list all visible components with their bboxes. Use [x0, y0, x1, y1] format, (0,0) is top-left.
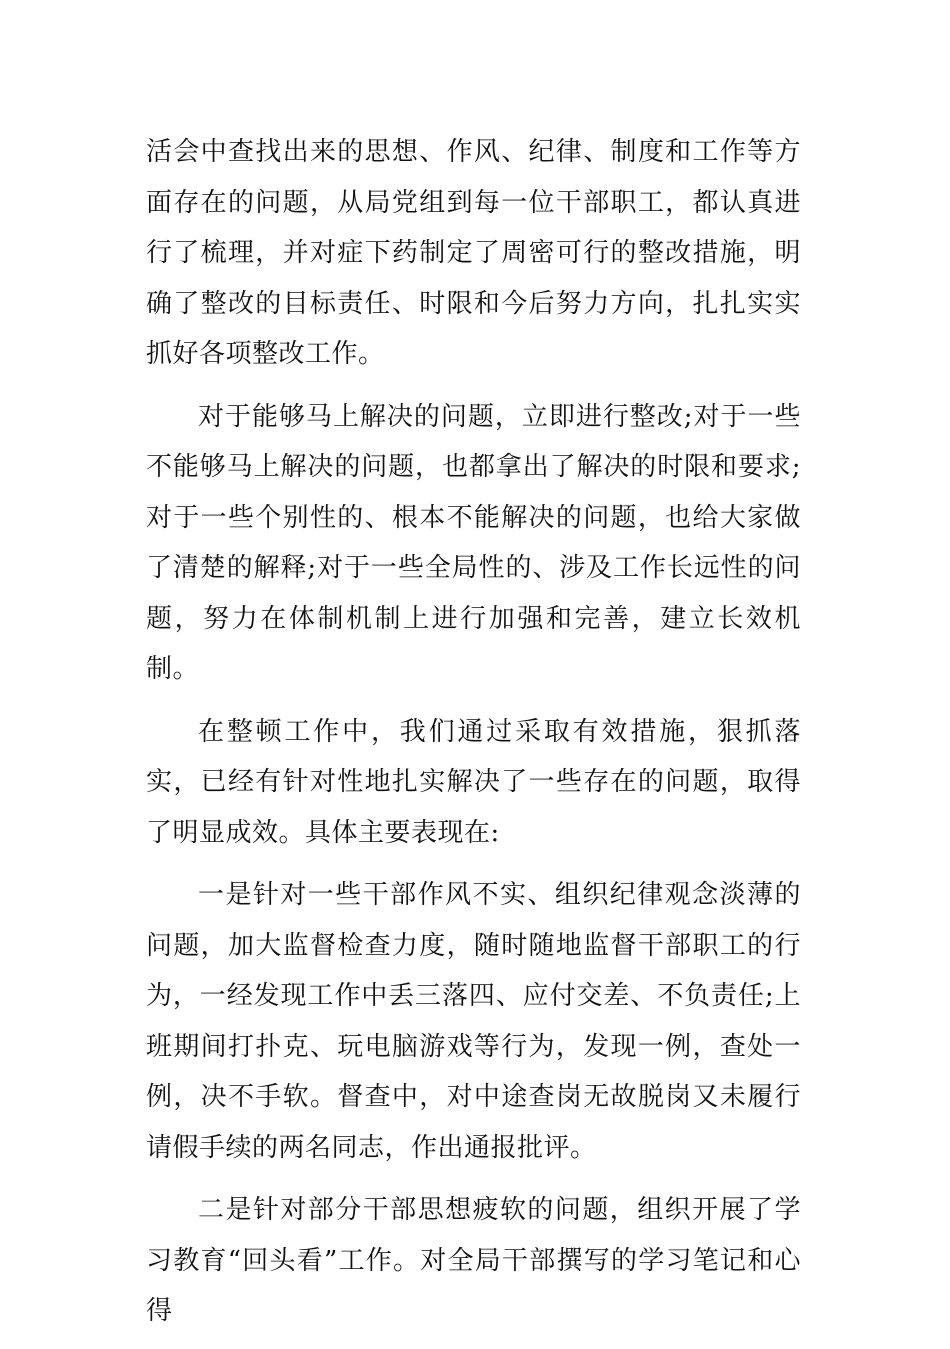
paragraph-rectification-approach: 对于能够马上解决的问题，立即进行整改;对于一些不能够马上解决的问题，也都拿出了解决的时限和要求;对于一些个别性的、根本不能解决的问题，也给大家做了清楚的解释;对于一些全局性的、涉及工作长远性的问题，努力在体制机制上进行加强和完善，建立长效机制。 [146, 401, 801, 684]
paragraph-point-one: 一是针对一些干部作风不实、组织纪律观念淡薄的问题，加大监督检查力度，随时随地监督干部职工的行为，一经发现工作中丢三落四、应付交差、不负责任;上班期间打扑克、玩电脑游戏等行为，发现一例，查处一例，决不手软。督查中，对中途查岗无故脱岗又未履行请假手续的两名同志，作出通报批评。 [146, 880, 801, 1163]
body-text [146, 127, 801, 1349]
paragraph-results-intro: 在整顿工作中，我们通过采取有效措施，狠抓落实，已经有针对性地扎实解决了一些存在的问题，取得了明显成效。具体主要表现在: [146, 716, 801, 848]
paragraph-point-two: 二是针对部分干部思想疲软的问题，组织开展了学习教育“回头看”工作。对全局干部撰写的学习笔记和心得 [146, 1195, 801, 1326]
paragraph-continuation: 活会中查找出来的思想、作风、纪律、制度和工作等方面存在的问题，从局党组到每一位干部职工，都认真进行了梳理，并对症下药制定了周密可行的整改措施，明确了整改的目标责任、时限和今后努力方向，扎扎实实抓好各项整改工作。 [146, 137, 801, 369]
